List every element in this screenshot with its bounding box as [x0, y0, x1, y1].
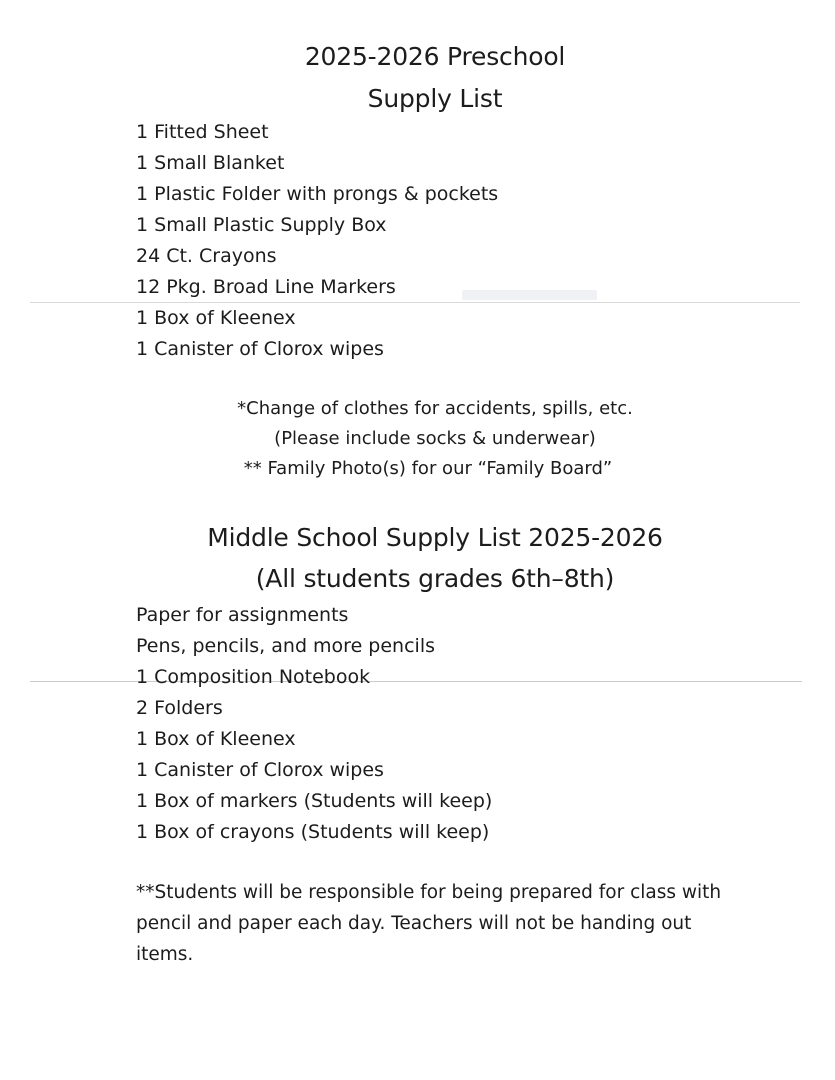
preschool-supply-list — [136, 117, 498, 365]
middle-school-title: Middle School Supply List 2025-2026 — [207, 523, 663, 552]
list-item: 1 Composition Notebook — [136, 666, 371, 688]
note-change-of-clothes: *Change of clothes for accidents, spills, etc. — [237, 398, 633, 419]
middle-school-supply-list — [136, 600, 492, 848]
list-item: 1 Box of crayons (Students will keep) — [136, 821, 490, 843]
preschool-notes — [0, 394, 835, 484]
preschool-title: 2025-2026 Preschool — [304, 42, 566, 71]
list-item: 1 Small Blanket — [136, 152, 285, 174]
middle-school-subtitle: (All students grades 6th–8th) — [255, 564, 615, 593]
middle-school-footer-note: **Students will be responsible for being prepared for class with pencil and paper each day. Teachers will not be handing out items. — [136, 882, 722, 965]
list-item: 1 Plastic Folder with prongs & pockets — [136, 183, 499, 205]
list-item: 1 Canister of Clorox wipes — [136, 338, 384, 360]
list-item: 1 Box of Kleenex — [136, 728, 296, 750]
list-item: 1 Box of Kleenex — [136, 307, 296, 329]
list-item: Pens, pencils, and more pencils — [136, 635, 435, 657]
list-item: 1 Box of markers (Students will keep) — [136, 790, 493, 812]
note-socks-underwear: (Please include socks & underwear) — [274, 428, 596, 449]
list-item: Paper for assignments — [136, 604, 349, 626]
note-family-photo: ** Family Photo(s) for our “Family Board” — [243, 458, 613, 479]
list-item: 12 Pkg. Broad Line Markers — [136, 276, 396, 298]
list-item: 1 Small Plastic Supply Box — [136, 214, 387, 236]
list-item: 24 Ct. Crayons — [136, 245, 277, 267]
list-item: 2 Folders — [136, 697, 223, 719]
preschool-subtitle: Supply List — [367, 84, 503, 113]
list-item: 1 Canister of Clorox wipes — [136, 759, 384, 781]
list-item: 1 Fitted Sheet — [136, 121, 269, 143]
